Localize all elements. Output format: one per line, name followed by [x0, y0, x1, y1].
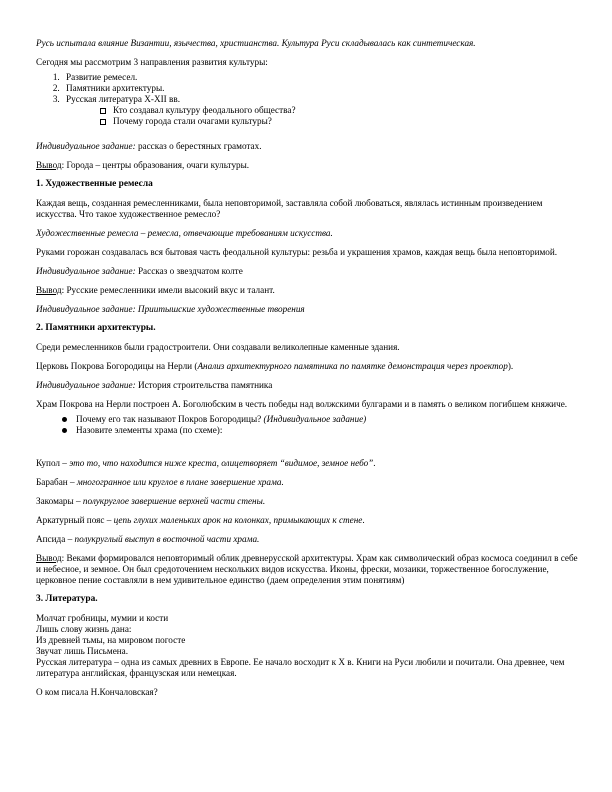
- section-heading: 2. Памятники архитектуры.: [36, 323, 156, 333]
- term-definition: Купол – это то, что находится ниже креста, олицетворяет “видимое, земное небо”.: [36, 458, 376, 468]
- task-line: Индивидуальное задание: Рассказ о звездчатом колте: [36, 266, 243, 276]
- poem-line: Лишь слову жизнь дана:: [36, 624, 132, 634]
- list-item: 1. Развитие ремесел.: [62, 72, 578, 83]
- conclusion-line: Вывод: Веками формировался неповторимый облик древнерусской архитектуры. Храм как символический образ космоса соединил в себе и небесное, и земное. Он был средоточением нескольких видов искусства. Иконы, фрески, мозаики, торжественное богослужение, церковное пение составляли в нем удивительное единство (даем определения этим понятиям): [36, 553, 578, 585]
- paragraph: Каждая вещь, созданная ремесленниками, была неповторимой, заставляла собой любоваться, являлась истинным произведением искусства. Что такое художественное ремесло?: [36, 198, 543, 219]
- square-bullet-icon: [100, 119, 106, 125]
- task-line: Индивидуальное задание: История строительства памятника: [36, 380, 273, 390]
- poem-line: Звучат лишь Письмена.: [36, 646, 129, 656]
- sub-questions-list: [66, 105, 578, 127]
- task-line: Индивидуальное задание: Приитышские художественные творения: [36, 304, 305, 314]
- conclusion-line: Вывод: Русские ремесленники имели высокий вкус и талант.: [36, 285, 275, 295]
- document-page: [36, 38, 578, 706]
- definition: Художественные ремесла – ремесла, отвечающие требованиям искусства.: [36, 228, 333, 238]
- round-bullet-icon: [62, 417, 67, 422]
- section-heading: 1. Художественные ремесла: [36, 179, 153, 189]
- term-definition: Апсида – полукруглый выступ в восточной части храма.: [36, 534, 260, 544]
- list-item: Кто создавал культуру феодального общества?: [100, 105, 578, 116]
- today-line: Сегодня мы рассмотрим 3 направления развития культуры:: [36, 57, 268, 67]
- list-item: Почему его так называют Покров Богородицы? (Индивидуальное задание): [62, 414, 578, 425]
- conclusion-line: Вывод: Города – центры образования, очаги культуры.: [36, 160, 250, 170]
- question-line: О ком писала Н.Кончаловская?: [36, 687, 158, 697]
- intro-line: Русь испытала влияние Византии, язычества, христианства. Культура Руси складывалась как синтетическая.: [36, 38, 476, 48]
- term-definition: Закомары – полукруглое завершение верхней части стены.: [36, 496, 266, 506]
- church-line: Церковь Покрова Богородицы на Нерли (Анализ архитектурного памятника по памятке демонстрация через проектор).: [36, 361, 514, 371]
- questions-list: [36, 414, 578, 436]
- poem-line: Молчат гробницы, мумии и кости: [36, 613, 169, 623]
- list-item: Назовите элементы храма (по схеме):: [62, 425, 578, 436]
- term-definition: Аркатурный пояс – цепь глухих маленьких арок на колонках, примыкающих к стене.: [36, 515, 365, 525]
- list-item: Почему города стали очагами культуры?: [100, 116, 578, 127]
- round-bullet-icon: [62, 428, 67, 433]
- list-item: 3. Русская литература X-XII вв. Кто создавал культуру феодального общества? Почему города стали очагами культуры?: [62, 94, 578, 127]
- poem-block: [36, 613, 578, 657]
- paragraph: Храм Покрова на Нерли построен А. Боголюбским в честь победы над волжскими булгарами и в память о великом погибшем княжиче.: [36, 399, 568, 409]
- task-line: Индивидуальное задание: рассказ о берестяных грамотах.: [36, 141, 262, 151]
- square-bullet-icon: [100, 108, 106, 114]
- term-definition: Барабан – многогранное или круглое в плане завершение храма.: [36, 477, 284, 487]
- poem-line: Из древней тьмы, на мировом погосте: [36, 635, 186, 645]
- paragraph: Руками горожан создавалась вся бытовая часть феодальной культуры: резьба и украшения храмов, каждая вещь была неповторимой.: [36, 247, 558, 257]
- directions-list: [36, 72, 578, 127]
- list-item: 2. Памятники архитектуры.: [62, 83, 578, 94]
- paragraph: Среди ремесленников были градостроители. Они создавали великолепные каменные здания.: [36, 342, 400, 352]
- paragraph: Русская литература – одна из самых древних в Европе. Ее начало восходит к X в. Книги на Руси любили и почитали. Она древнее, чем литература английская, французская или немецкая.: [36, 657, 565, 678]
- section-heading: 3. Литература.: [36, 594, 98, 604]
